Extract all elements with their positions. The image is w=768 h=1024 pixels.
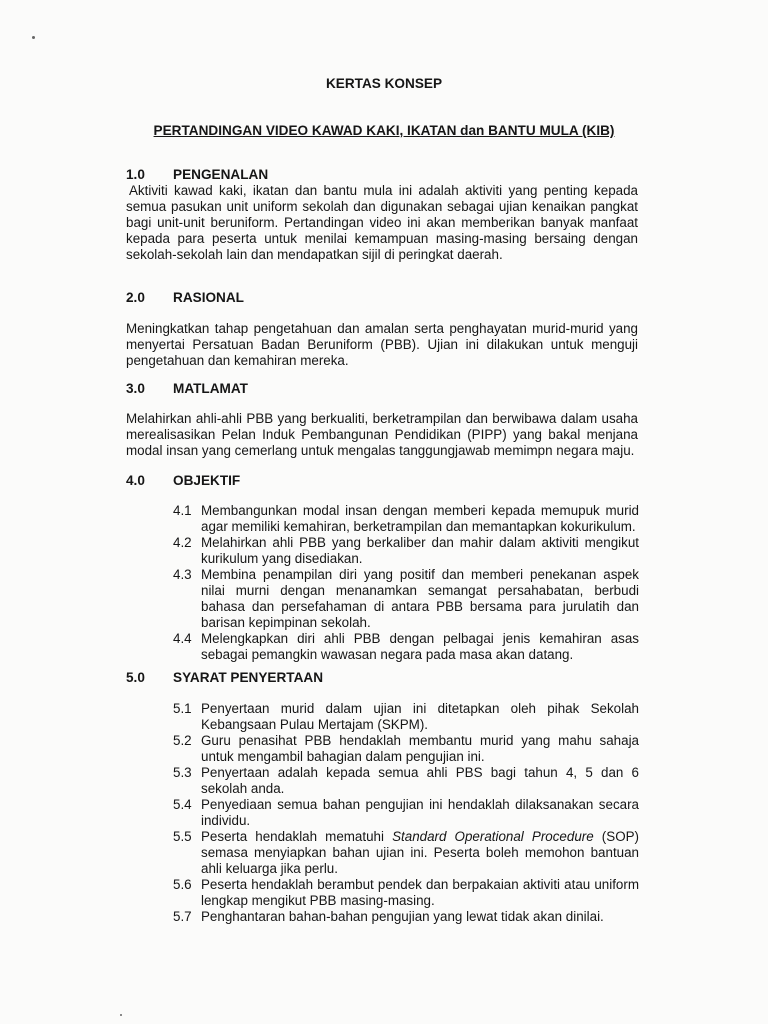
section-number: 1.0	[126, 167, 145, 182]
syarat-list	[173, 701, 639, 925]
section-number: 3.0	[126, 381, 145, 396]
item-number: 4.3	[173, 567, 192, 582]
objektif-list	[173, 503, 639, 663]
section-title: OBJEKTIF	[173, 473, 241, 488]
item-text: Melengkapkan diri ahli PBB dengan pelbagai jenis kemahiran asas sebagai pemangkin wawasan negara pada masa akan datang.	[201, 631, 639, 662]
section-title: MATLAMAT	[173, 381, 248, 396]
item-number: 5.4	[173, 797, 192, 812]
item-text: Penyediaan semua bahan pengujian ini hendaklah dilaksanakan secara individu.	[201, 797, 639, 828]
scan-speck	[120, 1014, 122, 1016]
item-text-before: Peserta hendaklah mematuhi	[201, 829, 393, 844]
section-title: PENGENALAN	[173, 167, 269, 182]
section-paragraph-pengenalan: Aktiviti kawad kaki, ikatan dan bantu mula ini adalah aktiviti yang penting kepada semua pasukan unit uniform sekolah dan digunakan sebagai ujian kenaikan pangkat bagi unit-unit beruniform. Pertandingan video ini akan memberikan banyak manfaat kepada para peserta untuk menilai kemampuan masing-masing bersaing dengan sekolah-sekolah lain dan mendapatkan sijil di peringkat daerah.	[126, 183, 638, 262]
list-item	[173, 503, 639, 535]
section-paragraph-rasional: Meningkatkan tahap pengetahuan dan amalan serta penghayatan murid-murid yang menyertai Persatuan Badan Beruniform (PBB). Ujian ini dilakukan untuk menguji pengetahuan dan kemahiran mereka.	[126, 321, 638, 368]
scan-speck	[32, 36, 35, 39]
item-text: Membangunkan modal insan dengan memberi kepada memupuk murid agar memiliki kemahiran, berketrampilan dan memantapkan kokurikulum.	[201, 503, 639, 534]
item-number: 5.1	[173, 701, 192, 716]
item-number: 4.2	[173, 535, 192, 550]
item-number: 5.3	[173, 765, 192, 780]
item-text: Membina penampilan diri yang positif dan memberi penekanan aspek nilai murni dengan menanamkan semangat persahabatan, berbudi bahasa dan persefahaman di antara PBB bersama para jurulatih dan barisan kepimpinan sekolah.	[201, 567, 639, 630]
item-text: Peserta hendaklah berambut pendek dan berpakaian aktiviti atau uniform lengkap mengikut PBB masing-masing.	[201, 877, 639, 908]
item-text: Penyertaan murid dalam ujian ini ditetapkan oleh pihak Sekolah Kebangsaan Pulau Mertajam (SKPM).	[201, 701, 639, 732]
document-subtitle: PERTANDINGAN VIDEO KAWAD KAKI, IKATAN dan BANTU MULA (KIB)	[153, 123, 615, 138]
list-item	[173, 535, 639, 567]
section-heading-objektif	[126, 473, 240, 489]
section-paragraph-matlamat: Melahirkan ahli-ahli PBB yang berkualiti, berketrampilan dan berwibawa dalam usaha merealisasikan Pelan Induk Pembangunan Pendidikan (PIPP) yang bakal menjana modal insan yang cemerlang untuk mengalas tanggungjawab memimpn negara maju.	[126, 411, 638, 458]
list-item	[173, 765, 639, 797]
section-number: 5.0	[126, 670, 145, 685]
section-heading-pengenalan	[126, 167, 268, 183]
section-number: 4.0	[126, 473, 145, 488]
list-item	[173, 567, 639, 631]
section-title: RASIONAL	[173, 290, 244, 305]
item-number: 5.7	[173, 909, 192, 924]
item-text: Penyertaan adalah kepada semua ahli PBS bagi tahun 4, 5 dan 6 sekolah anda.	[201, 765, 639, 796]
list-item	[173, 829, 639, 877]
item-text: Melahirkan ahli PBB yang berkaliber dan mahir dalam aktiviti mengikut kurikulum yang disediakan.	[201, 535, 639, 566]
item-number: 4.4	[173, 631, 192, 646]
item-text: Guru penasihat PBB hendaklah membantu murid yang mahu sahaja untuk mengambil bahagian dalam pengujian ini.	[201, 733, 639, 764]
item-number: 5.6	[173, 877, 192, 892]
document-title: KERTAS KONSEP	[325, 76, 443, 91]
section-heading-rasional	[126, 290, 244, 306]
list-item	[173, 701, 639, 733]
list-item	[173, 877, 639, 909]
list-item	[173, 631, 639, 663]
section-number: 2.0	[126, 290, 145, 305]
item-number: 5.2	[173, 733, 192, 748]
item-number: 4.1	[173, 503, 192, 518]
section-title: SYARAT PENYERTAAN	[173, 670, 324, 685]
item-text-after: (SOP) semasa menyiapkan bahan ujian ini. Peserta boleh memohon bantuan ahli keluarga jika perlu.	[201, 829, 639, 876]
list-item	[173, 909, 639, 925]
list-item	[173, 797, 639, 829]
item-text-italic: Standard Operational Procedure	[392, 829, 594, 844]
item-number: 5.5	[173, 829, 192, 844]
item-text: Penghantaran bahan-bahan pengujian yang lewat tidak akan dinilai.	[201, 909, 604, 924]
section-heading-syarat-penyertaan	[126, 670, 323, 686]
section-heading-matlamat	[126, 381, 248, 397]
list-item	[173, 733, 639, 765]
